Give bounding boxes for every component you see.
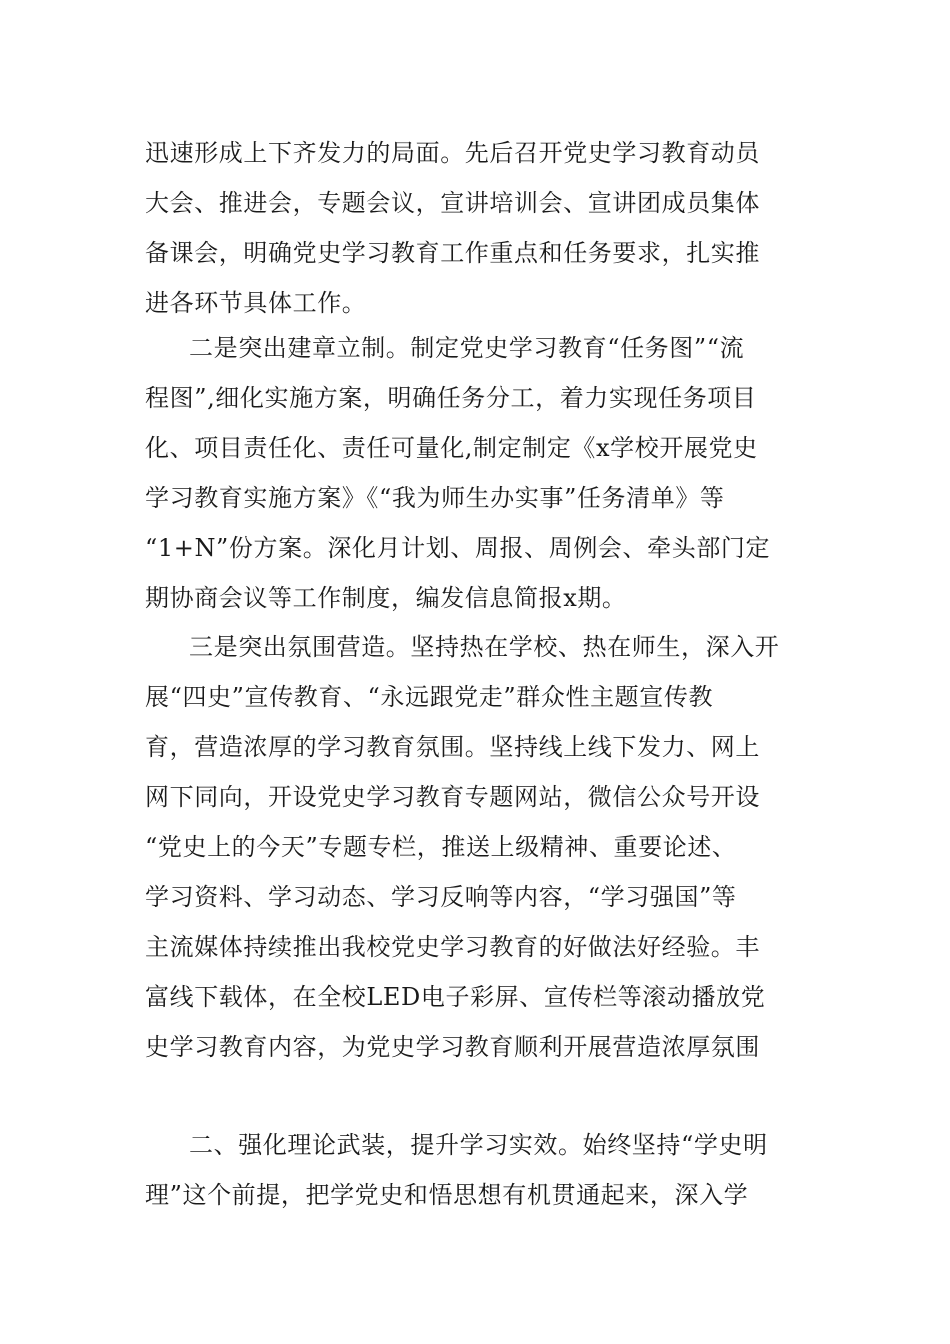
- text-line: 二是突出建章立制。制定党史学习教育“任务图”“流: [189, 334, 745, 362]
- text-line: 学习教育实施方案》《“我为师生办实事”任务清单》等: [145, 484, 725, 512]
- text-line: 富线下载体，在全校LED电子彩屏、宣传栏等滚动播放党: [145, 983, 766, 1011]
- text-line: 主流媒体持续推出我校党史学习教育的好做法好经验。丰: [145, 933, 760, 961]
- text-line: 展“四史”宣传教育、“永远跟党走”群众性主题宣传教: [145, 683, 714, 711]
- text-line: 迅速形成上下齐发力的局面。先后召开党史学习教育动员: [145, 139, 760, 167]
- text-line: 化、项目责任化、责任可量化,制定制定《x学校开展党史: [145, 434, 758, 462]
- text-line: “1+N”份方案。深化月计划、周报、周例会、牵头部门定: [145, 534, 771, 562]
- text-line: 期协商会议等工作制度，编发信息简报x期。: [145, 584, 627, 612]
- text-line: 三是突出氛围营造。坚持热在学校、热在师生，深入开: [189, 633, 780, 661]
- text-line: 网下同向，开设党史学习教育专题网站，微信公众号开设: [145, 783, 760, 811]
- text-line: 进各环节具体工作。: [145, 289, 367, 317]
- text-line: 程图”,细化实施方案，明确任务分工，着力实现任务项目: [145, 384, 757, 412]
- text-line: “党史上的今天”专题专栏，推送上级精神、重要论述、: [145, 833, 737, 861]
- text-line: 备课会，明确党史学习教育工作重点和任务要求，扎实推: [145, 239, 760, 267]
- text-line: 理”这个前提，把学党史和悟思想有机贯通起来，深入学: [145, 1181, 749, 1209]
- text-line: 大会、推进会，专题会议，宣讲培训会、宣讲团成员集体: [145, 189, 760, 217]
- text-line: 学习资料、学习动态、学习反响等内容，“学习强国”等: [145, 883, 737, 911]
- text-line: 史学习教育内容，为党史学习教育顺利开展营造浓厚氛围: [145, 1033, 760, 1061]
- section-heading-line: 二、强化理论武装，提升学习实效。始终坚持“学史明: [189, 1131, 768, 1159]
- text-line: 育，营造浓厚的学习教育氛围。坚持线上线下发力、网上: [145, 733, 760, 761]
